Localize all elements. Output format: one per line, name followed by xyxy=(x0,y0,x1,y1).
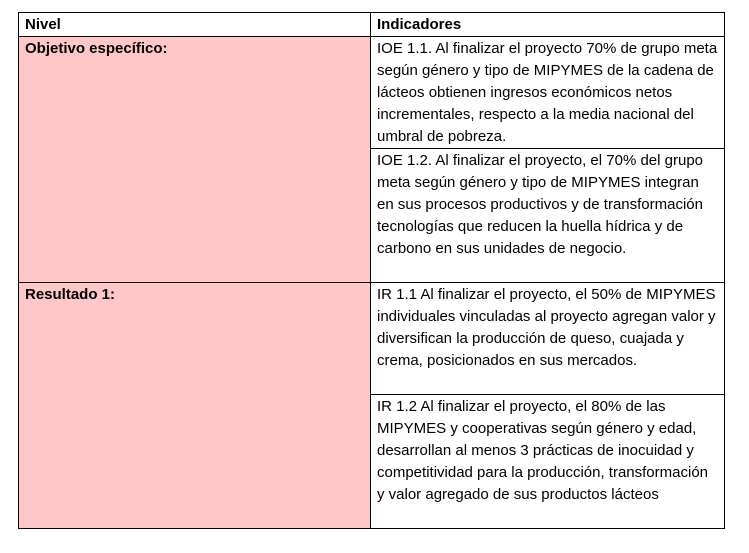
table-header-row xyxy=(19,13,725,37)
indicator-ir-1-1: IR 1.1 Al finalizar el proyecto, el 50% de MIPYMES individuales vinculadas al proyecto agregan valor y diversifican la producción de queso, cuajada y crema, posicionados en sus mercados. xyxy=(371,283,725,395)
indicator-ir-1-2: IR 1.2 Al finalizar el proyecto, el 80% de las MIPYMES y cooperativas según género y edad, desarrollan al menos 3 prácticas de inocuidad y competitividad para la producción, transformación y valor agregado de sus productos lácteos xyxy=(371,395,725,529)
header-nivel: Nivel xyxy=(19,13,371,37)
indicator-ioe-1-2: IOE 1.2. Al finalizar el proyecto, el 70% del grupo meta según género y tipo de MIPYMES integran en sus procesos productivos y de transformación tecnologías que reducen la huella hídrica y de carbono en sus unidades de negocio. xyxy=(371,149,725,283)
header-indicadores: Indicadores xyxy=(371,13,725,37)
table-row xyxy=(19,283,725,395)
table-row xyxy=(19,37,725,149)
indicator-ioe-1-1: IOE 1.1. Al finalizar el proyecto 70% de grupo meta según género y tipo de MIPYMES de la cadena de lácteos obtienen ingresos económicos netos incrementales, respecto a la media nacional del umbral de pobreza. xyxy=(371,37,725,149)
nivel-resultado-1: Resultado 1: xyxy=(19,283,371,529)
nivel-objetivo-especifico: Objetivo específico: xyxy=(19,37,371,283)
logframe-table xyxy=(18,12,725,529)
